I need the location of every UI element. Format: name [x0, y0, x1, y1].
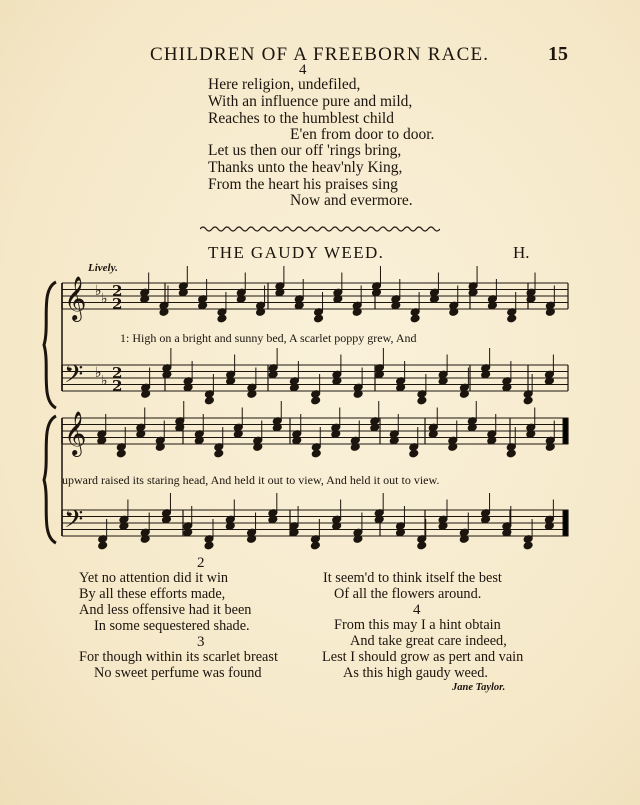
- verse-number: 4: [299, 62, 307, 78]
- final-barline: [563, 510, 568, 536]
- lyric-line: upward raised its staring head, And held it out to view, And held it out to view.: [62, 473, 440, 487]
- song-title: THE GAUDY WEED.: [208, 243, 385, 262]
- song-mark: H.: [513, 243, 530, 262]
- author-credit: Jane Taylor.: [452, 682, 506, 693]
- note-head: [204, 396, 214, 405]
- verse-line: Yet no attention did it win: [79, 570, 229, 586]
- verse-line: As this high gaudy weed.: [343, 665, 488, 681]
- verse-line: Now and evermore.: [290, 192, 413, 209]
- note-head: [214, 449, 224, 458]
- time-signature: 2: [112, 377, 123, 395]
- note-head: [311, 396, 321, 405]
- note-head: [311, 449, 321, 458]
- time-signature: 2: [112, 295, 123, 313]
- verse-line: From the heart his praises sing: [208, 176, 398, 193]
- note-head: [410, 314, 420, 323]
- brace-system-1: [44, 282, 56, 408]
- verse-line: Here religion, undefiled,: [208, 76, 361, 93]
- verse-line: By all these efforts made,: [79, 586, 226, 602]
- bass-clef: 𝄢: [64, 505, 84, 540]
- final-barline: [563, 418, 568, 444]
- verse-line: It seem'd to think itself the best: [323, 570, 502, 586]
- time-signature: 2: [112, 282, 123, 300]
- page-number: 15: [548, 43, 568, 65]
- flat-sign: ♭: [101, 373, 108, 389]
- note-head: [507, 314, 517, 323]
- verse-line: Let us then our off 'rings bring,: [208, 142, 402, 159]
- verse-line: No sweet perfume was found: [94, 665, 262, 681]
- note-head: [523, 396, 533, 405]
- flat-sign: ♭: [95, 365, 102, 381]
- note-head: [409, 449, 419, 458]
- verse-line: Thanks unto the heav'nly King,: [208, 159, 403, 176]
- verse-line: Of all the flowers around.: [334, 586, 482, 602]
- flat-sign: ♭: [101, 291, 108, 307]
- note-head: [98, 541, 108, 550]
- verse-line: And less offensive had it been: [79, 602, 252, 618]
- verse-line: For though within its scarlet breast: [79, 649, 278, 665]
- verse-number: 3: [197, 634, 205, 650]
- tempo-marking: Lively.: [88, 262, 118, 274]
- note-head: [417, 541, 427, 550]
- verse-line: Reaches to the humblest child: [208, 110, 394, 127]
- note-head: [217, 314, 227, 323]
- clefs: [64, 276, 122, 540]
- note-head: [523, 541, 533, 550]
- lyric-line: 1: High on a bright and sunny bed, A scarlet poppy grew, And: [120, 331, 417, 345]
- page-header-title: CHILDREN OF A FREEBORN RACE.: [150, 44, 490, 65]
- note-head: [417, 396, 427, 405]
- note-head: [310, 541, 320, 550]
- verse-line: In some sequestered shade.: [94, 618, 250, 634]
- treble-clef: 𝄞: [64, 276, 87, 320]
- treble-clef: 𝄞: [64, 411, 87, 455]
- flat-sign: ♭: [95, 283, 102, 299]
- note-head: [204, 541, 214, 550]
- verse-number: 2: [197, 555, 205, 571]
- bass-clef: 𝄢: [64, 360, 84, 395]
- verse-line: E'en from door to door.: [290, 126, 435, 143]
- verse-line: From this may I a hint obtain: [334, 617, 501, 633]
- verse-number: 4: [413, 602, 421, 618]
- verse-line: With an influence pure and mild,: [208, 93, 413, 110]
- time-signature: 2: [112, 364, 123, 382]
- note-head: [313, 314, 323, 323]
- verse-line: Lest I should grow as pert and vain: [322, 649, 524, 665]
- note-head: [116, 449, 126, 458]
- note-head: [506, 449, 516, 458]
- brace-system-2: [44, 416, 56, 543]
- verse-line: And take great care indeed,: [350, 633, 507, 649]
